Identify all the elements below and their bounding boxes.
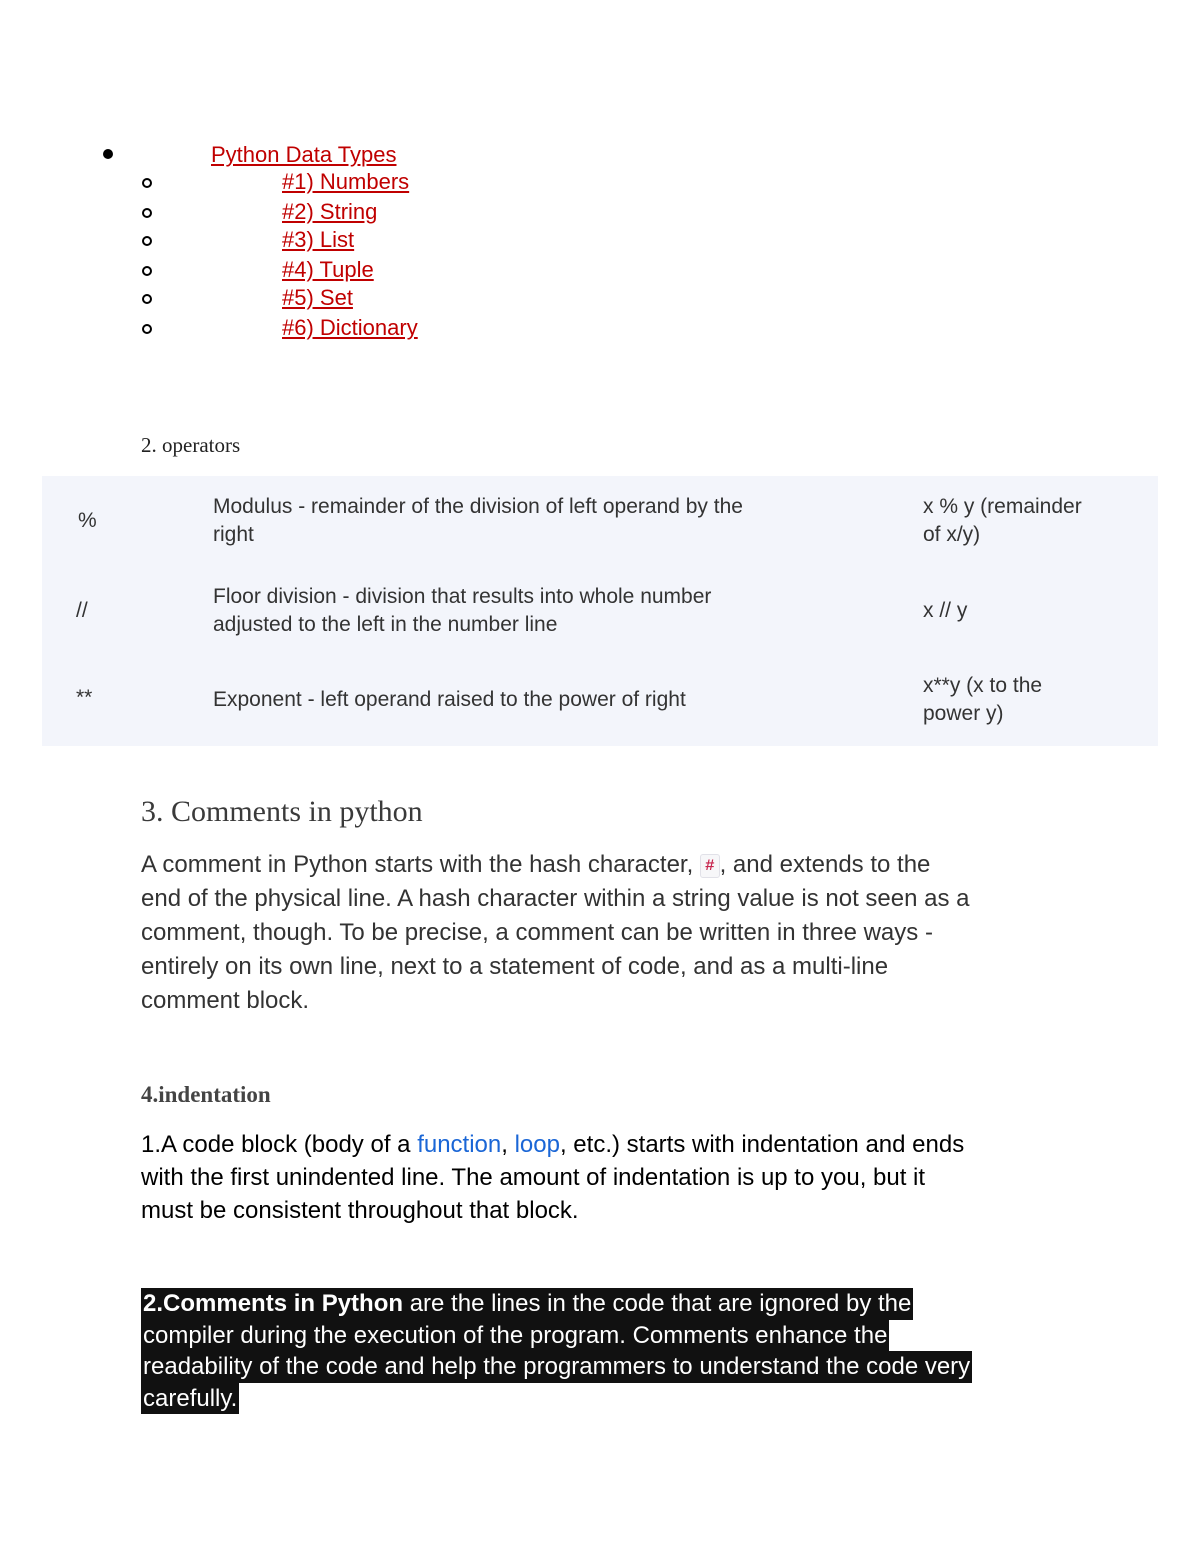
loop-link[interactable]: loop	[514, 1131, 560, 1158]
comments-heading: 3. Comments in python	[141, 795, 423, 828]
bullet-circle-icon	[142, 266, 152, 276]
comments-paragraph: A comment in Python starts with the hash character, # , and extends to the end of the physical line. A hash character within a string value is not seen as a comment, though. To be precise, a comment can be written in three ways - entirely on its own line, next to a statement of code, and as a multi-line comment block.	[141, 851, 970, 1014]
toc-link-set[interactable]: #5) Set	[282, 285, 353, 310]
bullet-circle-icon	[142, 294, 152, 304]
bullet-circle-icon	[142, 324, 152, 334]
toc-link-string[interactable]: #2) String	[282, 199, 378, 224]
toc-link-numbers[interactable]: #1) Numbers	[282, 169, 410, 194]
operator-example: x**y (x to the power y)	[923, 674, 1043, 725]
toc-link-list[interactable]: #3) List	[282, 227, 355, 252]
operator-symbol: **	[76, 686, 93, 709]
indentation-paragraph: 1.A code block (body of a function, loop, etc.) starts with indentation and ends with the first unindented line. The amount of indentation is up to you, but it must be consistent throughout that block.	[141, 1131, 965, 1224]
bullet-disc-icon	[103, 149, 113, 159]
operator-example: x // y	[923, 599, 968, 622]
bullet-circle-icon	[142, 178, 152, 188]
operator-description: Modulus - remainder of the division of left operand by the right	[213, 495, 743, 546]
operator-symbol: %	[78, 509, 97, 532]
operator-description: Floor division - division that results into whole number adjusted to the left in the number line	[213, 585, 712, 636]
bullet-circle-icon	[142, 208, 152, 218]
function-link[interactable]: function	[417, 1131, 502, 1158]
highlighted-comments-paragraph: 2.Comments in Python are the lines in the code that are ignored by the compiler during the execution of the program. Comments enhance the readability of the code and help the programmers to understand the code very carefully.	[141, 1288, 972, 1414]
operator-description: Exponent - left operand raised to the power of right	[213, 688, 686, 711]
operator-example: x % y (remainder of x/y)	[923, 495, 1082, 546]
operator-symbol: //	[76, 599, 88, 622]
toc-link-python-data-types[interactable]: Python Data Types	[211, 142, 397, 167]
indentation-heading: 4.indentation	[141, 1082, 271, 1107]
operators-heading: 2. operators	[141, 433, 241, 457]
bullet-circle-icon	[142, 236, 152, 246]
toc-link-dictionary[interactable]: #6) Dictionary	[282, 315, 418, 340]
operators-table	[42, 476, 1158, 746]
toc-link-tuple[interactable]: #4) Tuple	[282, 257, 374, 282]
hash-code: #	[700, 854, 720, 878]
